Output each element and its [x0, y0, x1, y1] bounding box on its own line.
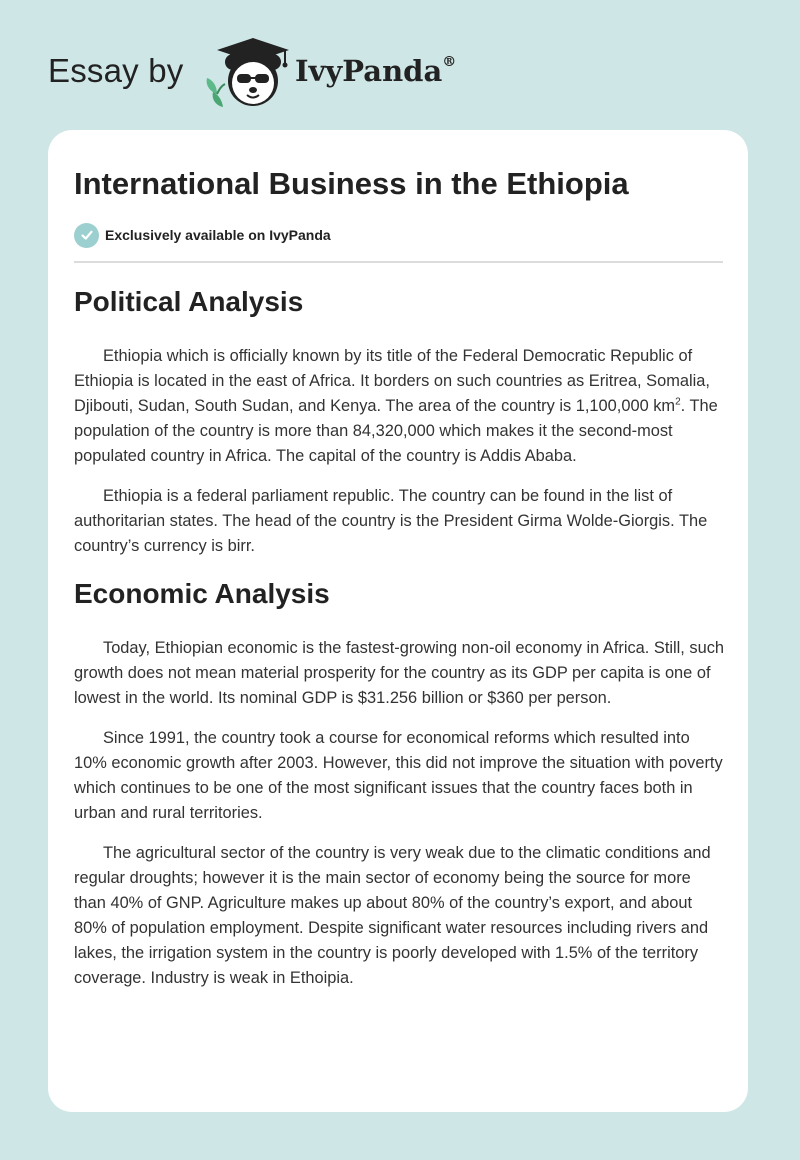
paragraph: Ethiopia is a federal parliament republic. The country can be found in the list of authoritarian states. The head of the country is the President Girma Wolde-Giorgis. The country’s currency is birr.: [74, 487, 708, 555]
paragraph: The agricultural sector of the country is very weak due to the climatic conditions and regular droughts; however it is the main sector of economy being the source for more than 40% of GNP. Agriculture makes up about 80% of the country’s export, and about 80% of population employment. Despite significant water resources including rivers and lakes, the irrigation system in the country is poorly developed with 1.5% of the territory coverage. Industry is weak in Ethoipia.: [74, 844, 711, 987]
paragraph: Today, Ethiopian economic is the fastest-growing non-oil economy in Africa. Still, such growth does not mean material prosperity for the country as its GDP per capita is one of lowest in the world. Its nominal GDP is $31.256 billion or $360 per person.: [74, 639, 725, 707]
section-heading-economic: Economic Analysis: [74, 578, 330, 609]
superscript: 2: [675, 396, 681, 408]
section-heading-political: Political Analysis: [74, 286, 304, 317]
ivypanda-brand[interactable]: [295, 54, 456, 88]
essay-title: International Business in the Ethiopia: [74, 166, 629, 201]
paragraph-text: Ethiopia which is officially known by its title of the Federal Democratic Republic of Ethiopia is located in the east of Africa. It borders on such countries as Eritrea, Somalia, Djibouti, Sudan, South Sudan, and Kenya. The area of the country is 1,100,000 km: [74, 347, 710, 415]
registered-mark: ®: [442, 54, 457, 71]
title-divider: [74, 261, 723, 263]
brand-text: IvyPanda: [295, 54, 443, 88]
exclusive-badge: [74, 222, 331, 248]
paragraph: Since 1991, the country took a course for economical reforms which resulted into 10% economic growth after 2003. However, this did not improve the situation with poverty which continues to be one of the most significant issues that the country faces both in urban and rural territories.: [74, 729, 723, 822]
paragraph: [74, 344, 726, 469]
essay-body: [74, 280, 726, 991]
paragraph-text: . The population of the country is more than 84,320,000 which makes it the second-most populated country in Africa. The capital of the country is Addis Ababa.: [74, 397, 718, 465]
exclusive-label: Exclusively available on IvyPanda: [105, 227, 331, 243]
essay-by-label: Essay by: [48, 52, 184, 89]
site-header: [48, 34, 548, 110]
essay-card: [48, 130, 748, 1112]
checkmark-icon: [74, 223, 99, 248]
panda-logo-icon[interactable]: [203, 34, 295, 110]
